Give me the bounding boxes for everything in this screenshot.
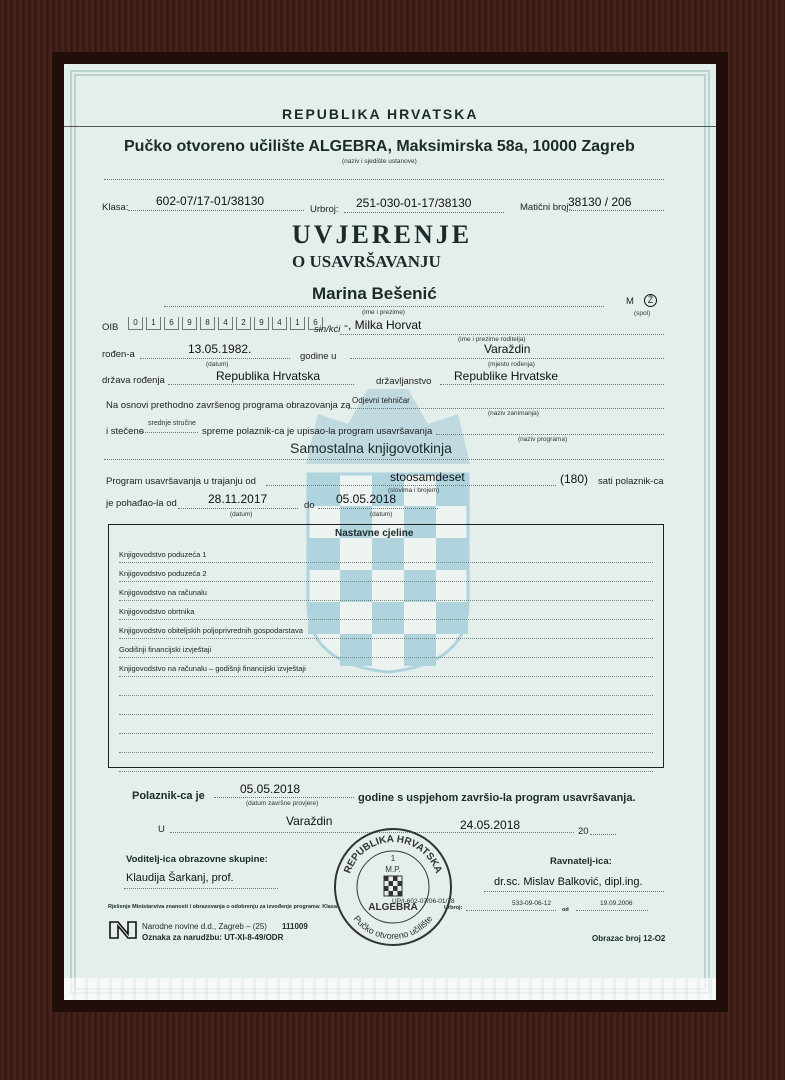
lesson-empty-row	[119, 733, 653, 753]
birthplace-line	[350, 358, 664, 359]
urbroj-label: Urbroj:	[310, 204, 339, 215]
certificate-paper	[64, 64, 716, 1000]
director-name: dr.sc. Mislav Balković, dipl.ing.	[494, 876, 643, 888]
to-date: 05.05.2018	[336, 492, 397, 506]
ministry-od-label: od	[562, 907, 569, 913]
form-number: Obrazac broj 12-O2	[592, 934, 666, 943]
prior-line	[348, 408, 664, 409]
to-line	[318, 508, 438, 509]
klasa-line	[128, 210, 304, 211]
duration-line	[266, 485, 556, 486]
oib-digit: 6	[308, 317, 323, 330]
document-subtitle: O USAVRŠAVANJU	[292, 252, 441, 271]
klasa-label: Klasa:	[102, 202, 129, 213]
ministry-urbroj-label: Urbroj:	[444, 905, 463, 911]
lesson-empty-row	[119, 695, 653, 715]
to-label: do	[304, 500, 315, 511]
institution-caption: (naziv i sjedište ustanove)	[342, 158, 417, 165]
director-line	[484, 891, 664, 892]
lesson-item: Knjigovodstvo na računalu – godišnji financijski izvještaji	[119, 657, 653, 677]
acquired-label: i stečene	[106, 426, 145, 437]
issue-date: 24.05.2018	[460, 818, 521, 832]
duration-unit: sati polaznik-ca	[598, 476, 664, 487]
prior-program-value: Odjevni tehničar	[352, 396, 410, 405]
birthplace-caption: (mjesto rođenja)	[488, 361, 535, 368]
sex-caption: (spol)	[634, 310, 651, 317]
from-line	[178, 508, 298, 509]
country-line	[168, 384, 354, 385]
oib-digit: 9	[254, 317, 269, 330]
oib-digit: 1	[290, 317, 305, 330]
official-round-stamp	[332, 826, 454, 948]
director-label: Ravnatelj-ica:	[550, 856, 612, 867]
place-prefix: U	[158, 824, 165, 835]
born-label: rođen-a	[102, 349, 135, 360]
glass-reflection-strip	[64, 978, 716, 1000]
citizenship-label: državljanstvo	[376, 376, 432, 387]
lesson-item: Knjigovodstvo na računalu	[119, 581, 653, 601]
printer-code: 111009	[282, 922, 308, 931]
urbroj-value: 251-030-01-17/38130	[356, 196, 472, 210]
oib-digit: 2	[236, 317, 251, 330]
ministry-urbroj-line	[466, 910, 556, 911]
enrolled-text: spreme polaznik-ca je upisao-la program usavršavanja	[202, 426, 433, 437]
year-suffix-line	[590, 834, 616, 835]
parent-value: -, Milka Horvat	[344, 318, 422, 332]
citizenship-value: Republike Hrvatske	[454, 369, 559, 383]
duration-caption: (slovima i brojem)	[388, 487, 440, 494]
header-rule	[64, 126, 716, 127]
born-caption: (datum)	[206, 361, 229, 368]
program-caption: (naziv programa)	[518, 436, 568, 443]
issue-place: Varaždin	[286, 814, 333, 828]
lesson-item: Knjigovodstvo obiteljskih poljoprivrednih gospodarstava	[119, 619, 653, 639]
completion-caption: (datum završne provjere)	[246, 800, 319, 807]
sex-m: M	[626, 296, 634, 307]
oib-digits	[128, 317, 326, 330]
prior-caption: (naziv zanimanja)	[488, 410, 539, 417]
name-line	[164, 306, 604, 307]
narodne-novine-logo	[108, 920, 138, 940]
stamp-ring-bottom: Pučko otvoreno učilište	[351, 913, 435, 942]
country-label: država rođenja	[102, 375, 165, 386]
parent-caption: (ime i prezime roditelja)	[458, 336, 526, 343]
oib-digit: 8	[200, 317, 215, 330]
urbroj-line	[344, 212, 504, 213]
sex-z-circled: Ž	[644, 294, 657, 307]
lesson-item: Knjigovodstvo poduzeća 1	[119, 543, 653, 563]
year-suffix: 20	[578, 826, 589, 837]
duration-label: Program usavršavanja u trajanju od	[106, 476, 256, 487]
ministry-od-line	[576, 910, 648, 911]
acquired-line	[142, 432, 198, 433]
oib-label: OIB	[102, 322, 119, 333]
born-value: 13.05.1982.	[188, 342, 252, 356]
attended-label: je pohađao-la od	[106, 498, 177, 509]
ministry-text: Rješenje Ministarstva znanosti i obrazovanja o odobrenju za izvođenje programa: Klasa:	[108, 904, 339, 910]
lesson-empty-row	[119, 714, 653, 734]
leader-line	[124, 888, 278, 889]
lesson-item: Godišnji financijski izvještaji	[119, 638, 653, 658]
stamp-middle: ALGEBRA	[368, 902, 418, 913]
printer-line2: Oznaka za narudžbu: UT-XI-8-49/ODR	[142, 933, 284, 942]
enrolled-line	[436, 434, 664, 435]
maticni-value: 38130 / 206	[568, 195, 632, 209]
lesson-item: Knjigovodstvo poduzeća 2	[119, 562, 653, 582]
year-label: godine u	[300, 351, 337, 362]
prior-program-text: Na osnovi prethodno završenog programa obrazovanja za	[106, 400, 351, 411]
birthplace-value: Varaždin	[484, 342, 531, 356]
born-line	[140, 358, 290, 359]
parent-label: sin/kći	[314, 324, 341, 335]
oib-digit: 9	[182, 317, 197, 330]
oib-digit: 6	[164, 317, 179, 330]
maticni-line	[564, 210, 664, 211]
name-caption: (ime i prezime)	[362, 309, 405, 316]
oib-digit: 4	[272, 317, 287, 330]
duration-words: stoosamdeset	[390, 470, 465, 484]
lessons-box	[108, 524, 664, 768]
klasa-value: 602-07/17-01/38130	[156, 194, 265, 208]
program-line	[104, 459, 664, 460]
program-name: Samostalna knjigovotkinja	[290, 440, 452, 456]
leader-name: Klaudija Šarkanj, prof.	[126, 872, 234, 884]
duration-number: (180)	[560, 472, 589, 486]
printer-line1: Narodne novine d.d., Zagreb – (25)	[142, 922, 267, 931]
leader-label: Voditelj-ica obrazovne skupine:	[126, 854, 268, 865]
parent-line	[340, 334, 664, 335]
lesson-item: Knjigovodstvo obrtnika	[119, 600, 653, 620]
lesson-empty-row	[119, 676, 653, 696]
completion-label: Polaznik-ca je	[132, 790, 205, 802]
completion-text: godine s uspjehom završio-la program usavršavanja.	[358, 792, 636, 804]
completion-date: 05.05.2018	[240, 782, 301, 796]
person-name: Marina Bešenić	[312, 284, 437, 303]
country-value: Republika Hrvatska	[216, 369, 321, 383]
lessons-heading: Nastavne cjeline	[335, 528, 414, 539]
from-date: 28.11.2017	[208, 492, 268, 506]
oib-digit: 4	[218, 317, 233, 330]
acquired-value: srednje stručne	[148, 420, 196, 427]
lesson-empty-row	[119, 752, 653, 772]
stamp-ring-top: REPUBLIKA HRVATSKA	[342, 833, 444, 876]
ministry-od-value: 19.09.2006	[600, 900, 633, 907]
maticni-label: Matični broj:	[520, 202, 572, 213]
document-title: UVJERENJE	[292, 220, 473, 249]
ministry-klasa: UP/I-602-07/06-01/78	[392, 898, 455, 905]
stamp-number: 1	[390, 854, 396, 863]
from-caption: (datum)	[230, 511, 253, 518]
oib-digit: 0	[128, 317, 143, 330]
completion-line	[214, 797, 354, 798]
institution-name: Pučko otvoreno učilište ALGEBRA, Maksimirska 58a, 10000 Zagreb	[124, 138, 635, 155]
country-heading: REPUBLIKA HRVATSKA	[282, 106, 479, 122]
citizenship-line	[440, 384, 664, 385]
to-caption: (datum)	[370, 511, 393, 518]
stamp-mp: M.P.	[385, 865, 401, 874]
ministry-urbroj: 533-09-06-12	[512, 900, 552, 907]
institution-extra-line	[104, 179, 664, 180]
oib-digit: 1	[146, 317, 161, 330]
